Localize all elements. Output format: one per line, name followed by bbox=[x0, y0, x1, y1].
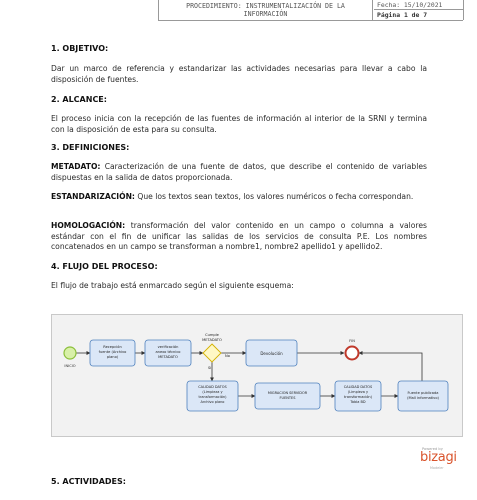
task-calidad-archivo-line3: transformación) bbox=[198, 395, 227, 399]
task-calidad-archivo-line1: CALIDAD DATOS bbox=[198, 385, 227, 389]
task-migracion-line2: FUENTES bbox=[279, 396, 296, 400]
start-label: INICIO bbox=[64, 364, 76, 368]
heading-flujo: 4. FLUJO DEL PROCESO: bbox=[51, 262, 158, 271]
task-calidad-tabla-line1: CALIDAD DATOS bbox=[343, 385, 373, 389]
task-calidad-tabla-line2: (Limpieza y bbox=[347, 390, 369, 394]
gateway-label-2: METADATO bbox=[202, 338, 222, 342]
procedure-title bbox=[159, 0, 373, 20]
text-alcance: El proceso inicia con la recepción de las fuentes de información al interior de la SRNI y termina con la disposición de esta para su consulta. bbox=[51, 114, 427, 134]
task-devolucion-line1: Devolución bbox=[260, 351, 283, 356]
page-total: 7 bbox=[423, 11, 428, 19]
task-calidad-archivo-line2: (Limpieza y bbox=[202, 390, 223, 394]
end-label: FIN bbox=[349, 339, 355, 343]
task-recepcion-line1: Recepción bbox=[103, 345, 122, 349]
process-flow-diagram bbox=[51, 314, 463, 437]
def-metadato: Caracterización de una fuente de datos, que describe el contenido de variables dispuestas en la salida de datos proporcionada. bbox=[51, 162, 427, 182]
bizagi-sub-label: Modeler bbox=[430, 466, 444, 470]
term-metadato: METADATO: bbox=[51, 162, 101, 171]
text-objetivo: Dar un marco de referencia y estandarizar las actividades necesarias para llevar a cabo la disposición de fuentes. bbox=[51, 64, 427, 84]
def-estandarizacion: Que los textos sean textos, los valores numéricos o fecha correspondan. bbox=[134, 192, 414, 201]
procedure-title-line2: INFORMACIÓN bbox=[243, 10, 288, 18]
task-calidad-tabla-line4: Tabla BD bbox=[350, 400, 366, 404]
page-label bbox=[374, 10, 463, 20]
task-calidad-tabla-line3: transformación) bbox=[344, 395, 372, 399]
document-header bbox=[158, 0, 463, 21]
task-verificacion-line1: verificación bbox=[157, 345, 179, 349]
term-homologacion: HOMOLOGACIÓN: bbox=[51, 221, 126, 230]
task-fuente-publicada-line1: Fuente publicada bbox=[407, 391, 439, 395]
date-label: Fecha: 15/10/2021 bbox=[374, 0, 463, 10]
gateway-si-label: Si bbox=[208, 366, 212, 370]
task-migracion-line1: MIGRACION SERVIDOR bbox=[267, 391, 308, 395]
task-verificacion-line3: METADATO bbox=[158, 355, 178, 359]
heading-objetivo: 1. OBJETIVO: bbox=[51, 44, 109, 53]
flow-task7-end bbox=[359, 353, 422, 381]
definition-homologacion bbox=[51, 221, 427, 253]
heading-alcance: 2. ALCANCE: bbox=[51, 95, 107, 104]
gateway-diamond-icon bbox=[203, 344, 221, 362]
def-homologacion: transformación del valor contenido en un campo o columna a valores estándar con el fin de unificar las salidas de los servicios de consulta P.E. Los nombres concatenados en un campo se transforman a nombre1, nombre2 apellido1 y apellido2. bbox=[51, 221, 427, 252]
definition-estandarizacion bbox=[51, 192, 427, 203]
procedure-title-line1: PROCEDIMIENTO: INSTRUMENTALIZACIÓN DE LA bbox=[186, 2, 345, 10]
task-calidad-archivo-line4: Archivo plano bbox=[200, 400, 225, 404]
definition-metadato bbox=[51, 162, 427, 183]
page-word: Página bbox=[377, 11, 401, 19]
task-fuente-publicada-line2: (Mall informativo) bbox=[407, 396, 439, 400]
start-event-icon bbox=[64, 347, 76, 359]
powered-by-label: Powered by bbox=[422, 447, 443, 451]
page-number: 1 bbox=[403, 11, 408, 19]
heading-actividades: 5. ACTIVIDADES: bbox=[51, 477, 126, 486]
text-flujo: El flujo de trabajo está enmarcado según el siguiente esquema: bbox=[51, 281, 294, 290]
gateway-no-label: No bbox=[225, 354, 230, 358]
bizagi-logo: bizagi bbox=[420, 450, 457, 465]
header-meta bbox=[374, 0, 464, 20]
task-recepcion-line3: plano) bbox=[106, 355, 119, 359]
heading-definiciones: 3. DEFINICIONES: bbox=[51, 143, 130, 152]
term-estandarizacion: ESTANDARIZACIÓN: bbox=[51, 192, 135, 201]
end-event-icon bbox=[346, 347, 359, 360]
page-of: de bbox=[411, 11, 420, 19]
task-recepcion-line2: fuente (Archivo bbox=[98, 350, 127, 354]
gateway-label-1: Cumple bbox=[205, 333, 219, 337]
task-verificacion-line2: anexo técnico bbox=[155, 350, 181, 354]
